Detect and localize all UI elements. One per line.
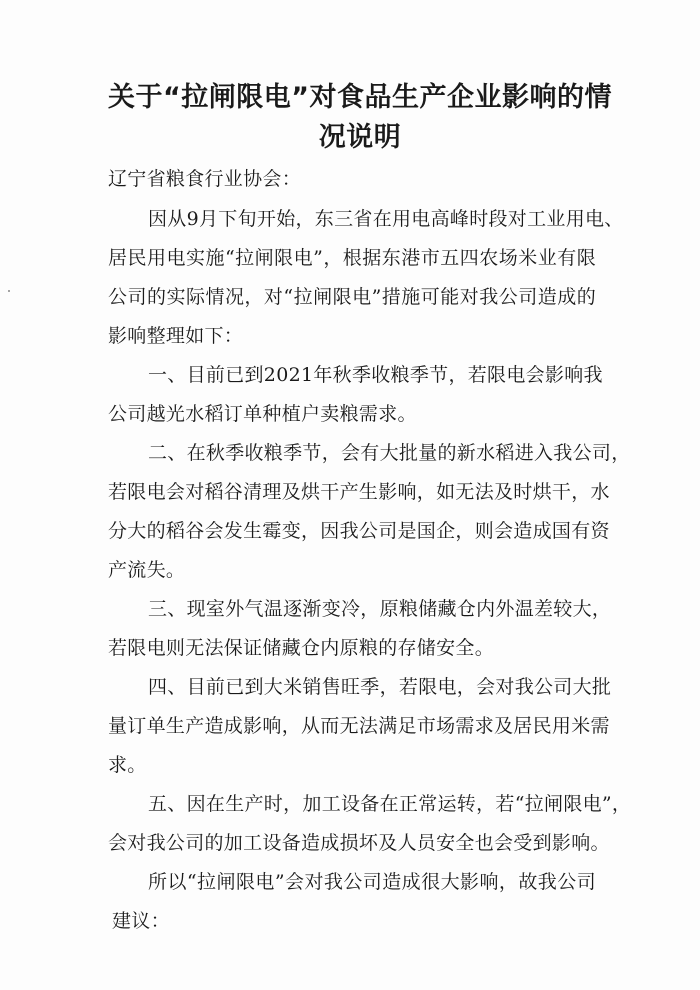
paragraph-1-line-4: 影响整理如下： (108, 325, 244, 347)
paragraph-5-line-2: 量订单生产造成影响，从而无法满足市场需求及居民用米需 (108, 715, 610, 737)
title-line-1: 关于“拉闸限电”对食品生产企业影响的情 (108, 82, 612, 113)
paragraph-7-line-2: 建议： (112, 910, 170, 932)
title-line-2: 况说明 (318, 122, 402, 153)
paragraph-3-line-2: 若限电会对稻谷清理及烘干产生影响，如无法及时烘干，水 (108, 481, 610, 503)
paragraph-4-line-1: 三、现室外气温逐渐变冷，原粮储藏仓内外温差较大， (148, 598, 612, 620)
paragraph-6-line-2: 会对我公司的加工设备造成损坏及人员安全也会受到影响。 (108, 832, 610, 854)
document-title (100, 78, 620, 158)
paragraph-1-line-1: 因从9月下旬开始，东三省在用电高峰时段对工业用电、 (148, 208, 624, 230)
paragraph-7-line-1: 所以“拉闸限电”会对我公司造成很大影响，故我公司 (148, 871, 596, 893)
paragraph-5-line-3: 求。 (108, 754, 147, 776)
paragraph-6-line-1: 五、因在生产时，加工设备在正常运转，若“拉闸限电”， (148, 793, 632, 815)
paragraph-5-line-1: 四、目前已到大米销售旺季，若限电，会对我公司大批 (148, 676, 612, 698)
scan-speck (8, 290, 10, 292)
paragraph-3-line-1: 二、在秋季收粮季节，会有大批量的新水稻进入我公司， (148, 442, 631, 464)
paragraph-2-line-2: 公司越光水稻订单种植户卖粮需求。 (108, 403, 417, 425)
salutation: 辽宁省粮食行业协会： (108, 168, 302, 190)
paragraph-2-line-1: 一、目前已到2021年秋季收粮季节，若限电会影响我 (148, 364, 603, 386)
paragraph-4-line-2: 若限电则无法保证储藏仓内原粮的存储安全。 (108, 637, 495, 659)
paragraph-3-line-3: 分大的稻谷会发生霉变，因我公司是国企，则会造成国有资 (108, 520, 610, 542)
paragraph-1-line-2: 居民用电实施“拉闸限电”，根据东港市五四农场米业有限 (108, 247, 596, 269)
paragraph-3-line-4: 产流失。 (108, 559, 186, 581)
paragraph-1-line-3: 公司的实际情况，对“拉闸限电”措施可能对我公司造成的 (108, 286, 596, 308)
